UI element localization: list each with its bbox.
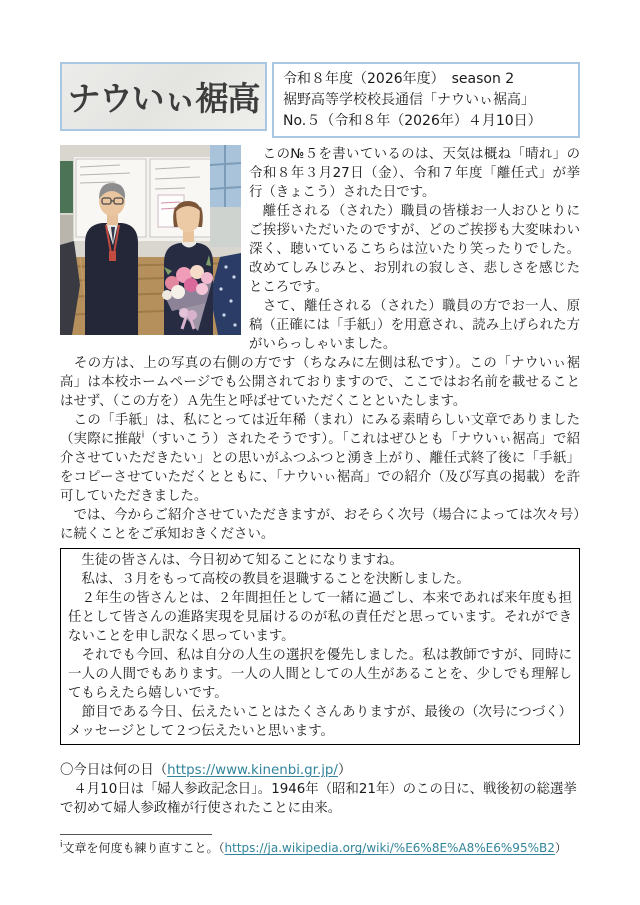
what-day-body: ４月10日は「婦人参政記念日」。1946年（昭和21年）のこの日に、戦後初の総選挙で初めて婦人参政権が行使されたことに由来。 xyxy=(60,782,577,816)
intro-paragraph-3: さて、離任される（された）職員の方でお一人、原稿（正確には「手紙」）を用意され、読み上げられた方がいらっしゃいました。 xyxy=(249,299,580,352)
footnote-text-suffix: ） xyxy=(554,841,567,855)
footnote-marker: i xyxy=(60,840,63,850)
kinenbi-link[interactable]: https://www.kinenbi.gr.jp/ xyxy=(167,763,338,778)
body-paragraph-2-post: （すいこう）されたそうです）。「これはぜひとも「ナウいぃ裾高」で紹介させていただきたい」との思いがふつふつと湧き上がり、離任式終了後に「手紙」をコピーさせていただくとともに、「ナウいぃ裾高」での紹介（及び写真の掲載）を許可していただきました。 xyxy=(60,432,581,504)
footnote-text-pre: 文章を何度も練り直すこと。（ xyxy=(62,841,225,855)
issue-year-line: 令和８年度（2026年度） season 2 xyxy=(283,71,515,87)
issue-title-line: 裾野高等学校校長通信「ナウいぃ裾高」 xyxy=(283,92,535,108)
intro-paragraph-1: この№５を書いているのは、天気は概ね「晴れ」の令和８年３月27日（金）、令和７年度「離任式」が挙行（きょこう）された日です。 xyxy=(249,147,580,200)
body-paragraph-2 xyxy=(60,411,580,506)
header xyxy=(60,62,580,138)
wikipedia-link[interactable]: https://ja.wikipedia.org/wiki/%E6%8E%A8%E6%95%B2 xyxy=(224,841,555,855)
main-article xyxy=(60,145,580,544)
newsletter-logo xyxy=(60,62,267,131)
footnote-area xyxy=(60,834,580,857)
body-paragraph-1: その方は、上の写真の右側の方です（ちなみに左側は私です）。この「ナウいぃ裾高」は本校ホームページでも公開されておりますので、ここではお名前を載せることはせず、（この方を）Ａ先生と呼ばせていただくことといたします。 xyxy=(60,356,580,409)
to-be-continued-note: （次号につづく） xyxy=(465,705,572,720)
what-day-heading-suffix: ） xyxy=(337,763,352,778)
letter-line-3: ２年生の皆さんとは、２年間担任として一緒に過ごし、本来であれば来年度も担任として皆さんの進路実現を見届けるのが私の責任だと思っています。それができないことを申し訳なく思っています。 xyxy=(68,591,572,644)
footnote-reference-marker: i xyxy=(141,430,145,441)
what-day-heading xyxy=(60,761,580,780)
ceremony-photo xyxy=(60,145,241,335)
letter-line-2: 私は、３月をもって高校の教員を退職することを決断しました。 xyxy=(68,572,470,587)
body-paragraph-3: では、今からご紹介させていただきますが、おそらく次号（場合によっては次々号）に続くことをご承知おきください。 xyxy=(60,508,580,542)
what-day-heading-prefix: 〇今日は何の日（ xyxy=(60,763,168,778)
intro-paragraph-2: 離任される（された）職員の皆様お一人おひとりにご挨拶いただいたのですが、どのご挨拶も大変味わい深く、聴いているこちらは泣いたり笑ったりでした。改めてしみじみと、お別れの寂しさ、悲しさを感じたところです。 xyxy=(249,204,580,295)
logo-text: ナウいぃ裾高 xyxy=(67,79,260,118)
letter-line-5 xyxy=(68,703,572,741)
issue-number-line: No.５（令和８年（2026年）４月10日） xyxy=(283,113,542,129)
footnote-separator xyxy=(60,834,212,835)
letter-excerpt-box xyxy=(60,548,580,745)
footnote-text xyxy=(60,840,580,857)
ceremony-photo-wrap xyxy=(60,145,241,335)
body-paragraph-2-pre: この「手紙」は、私にとっては近年稀（まれ）にみる素晴らしい文章でありました（実際に推敲 xyxy=(60,413,580,447)
letter-line-5-text: 節目である今日、伝えたいことはたくさんありますが、最後のメッセージとして２つ伝えたいと思います。 xyxy=(68,705,466,739)
what-day-section xyxy=(60,761,580,818)
issue-info-box xyxy=(272,62,580,138)
letter-line-4: それでも今回、私は自分の人生の選択を優先しました。私は教師ですが、同時に一人の人間でもあります。一人の人間としての人生があることを、少しでも理解してもらえたら嬉しいです。 xyxy=(68,648,572,701)
letter-line-1: 生徒の皆さんは、今日初めて知ることになりますね。 xyxy=(68,553,403,568)
